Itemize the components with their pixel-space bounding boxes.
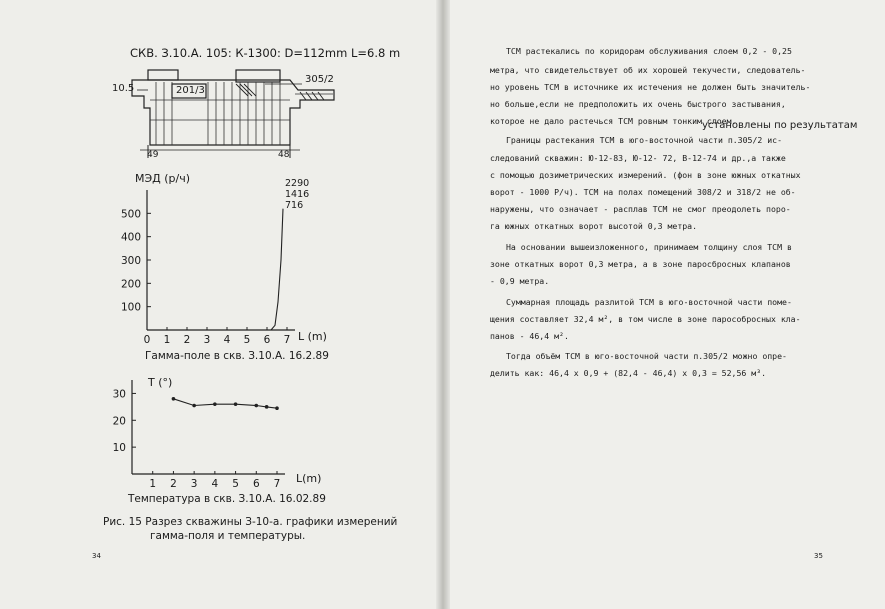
- section-marker-right: 48: [278, 150, 290, 160]
- section-room-label: 201/3: [176, 85, 205, 96]
- right-page-number: 35: [814, 552, 823, 560]
- data-line: [173, 399, 277, 408]
- x-tick-label: 4: [223, 334, 231, 346]
- text-line: зоне откатных ворот 0,3 метра, а в зоне паросбросных клапанов: [490, 259, 791, 269]
- y-tick-label: 10: [112, 442, 126, 455]
- gamma-ylabel: МЭД (р/ч): [135, 172, 191, 185]
- text-line: На основании вышеизложенного, принимаем толщину слоя ТСМ в: [506, 242, 792, 252]
- figure-caption-line1: Рис. 15 Разрез скважины З-10-а. графики измерений: [103, 516, 398, 528]
- y-tick-label: 100: [120, 301, 141, 314]
- data-point: [192, 404, 196, 408]
- text-line: Границы растекания ТСМ в юго-восточной части п.305/2 ис-: [506, 135, 783, 145]
- figure-caption-line2: гамма-поля и температуры.: [150, 530, 306, 542]
- x-tick-label: 7: [283, 334, 291, 346]
- section-elevation-label: 10.5: [112, 83, 135, 94]
- text-line: наружены, что означает - расплав ТСМ не смог преодолеть поро-: [490, 204, 791, 214]
- y-tick-label: 300: [120, 255, 141, 267]
- section-marker-left: 49: [147, 150, 159, 160]
- x-tick-label: 4: [211, 478, 219, 490]
- section-corridor-label: 305/2: [305, 74, 334, 85]
- text-line: - 0,9 метра.: [490, 276, 550, 286]
- x-tick-label: 1: [163, 334, 171, 346]
- x-tick-label: 2: [183, 334, 191, 346]
- y-tick-label: 20: [112, 415, 126, 428]
- y-tick-label: 500: [120, 208, 141, 221]
- text-line: га южных откатных ворот высотой 0,3 метра.: [490, 221, 698, 231]
- text-line: но уровень ТСМ в источнике их истечения не должен быть значитель-: [490, 82, 811, 92]
- gamma-caption: Гамма-поле в скв. З.10.А. 16.2.89: [145, 350, 329, 362]
- text-line: ТСМ растекались по коридорам обслуживания слоем 0,2 - 0,25: [506, 46, 792, 56]
- well-header: СКВ. З.10.А. 105: К-1300: D=112mm L=6.8 m: [130, 46, 401, 60]
- x-tick-label: 0: [143, 334, 151, 346]
- data-label: 2290: [285, 178, 310, 189]
- text-line: делить как: 46,4 х 0,9 + (82,4 - 46,4) х 0,3 = 52,56 м³.: [490, 368, 767, 378]
- data-point: [275, 406, 279, 410]
- x-tick-label: 1: [149, 478, 157, 490]
- text-line: метра, что свидетельствует об их хорошей текучести, следователь-: [490, 65, 806, 75]
- data-point: [234, 402, 238, 406]
- data-label: 716: [285, 200, 304, 211]
- gamma-xlabel: L (m): [298, 330, 327, 343]
- x-tick-label: 5: [243, 334, 251, 346]
- text-line: но больше,если не предположить их очень быстрого застывания,: [490, 99, 786, 109]
- text-line: с помощью дозиметрических измерений. (фон в зоне южных откатных: [490, 170, 801, 180]
- data-point: [172, 397, 176, 401]
- x-tick-label: 3: [190, 478, 198, 490]
- left-page-number: 34: [92, 552, 101, 560]
- y-tick-label: 200: [120, 278, 141, 291]
- temp-ylabel: T (°): [148, 376, 173, 389]
- temp-caption: Температура в скв. З.10.А. 16.02.89: [128, 493, 326, 505]
- y-tick-label: 30: [112, 388, 126, 401]
- y-tick-label: 400: [120, 231, 141, 244]
- handwritten-note: установлены по результатам: [702, 120, 858, 131]
- text-line: следований скважин: Ю-12-83, Ю-12- 72, В-12-74 и др.,а также: [490, 153, 786, 163]
- x-tick-label: 6: [252, 478, 260, 490]
- data-point: [265, 405, 269, 409]
- x-tick-label: 7: [273, 478, 281, 490]
- text-line: панов - 46,4 м².: [490, 331, 569, 341]
- data-label: 1416: [285, 189, 310, 200]
- text-line: щения составляет 32,4 м², в том числе в зоне парособросных кла-: [490, 314, 801, 324]
- data-point: [213, 402, 217, 406]
- text-line: Тогда объём ТСМ в юго-восточной части п.305/2 можно опре-: [506, 351, 787, 361]
- text-line: Суммарная площадь разлитой ТСМ в юго-восточной части поме-: [506, 297, 792, 307]
- text-line: которое не дало растечься ТСМ ровным тонким слоем.: [490, 116, 737, 126]
- x-tick-label: 6: [263, 334, 271, 346]
- temp-xlabel: L(m): [296, 472, 322, 485]
- x-tick-label: 5: [232, 478, 239, 490]
- x-tick-label: 3: [203, 334, 211, 346]
- x-tick-label: 2: [170, 478, 177, 490]
- text-line: ворот - 1000 Р/ч). ТСМ на полах помещений 308/2 и 318/2 не об-: [490, 187, 796, 197]
- data-point: [254, 404, 258, 408]
